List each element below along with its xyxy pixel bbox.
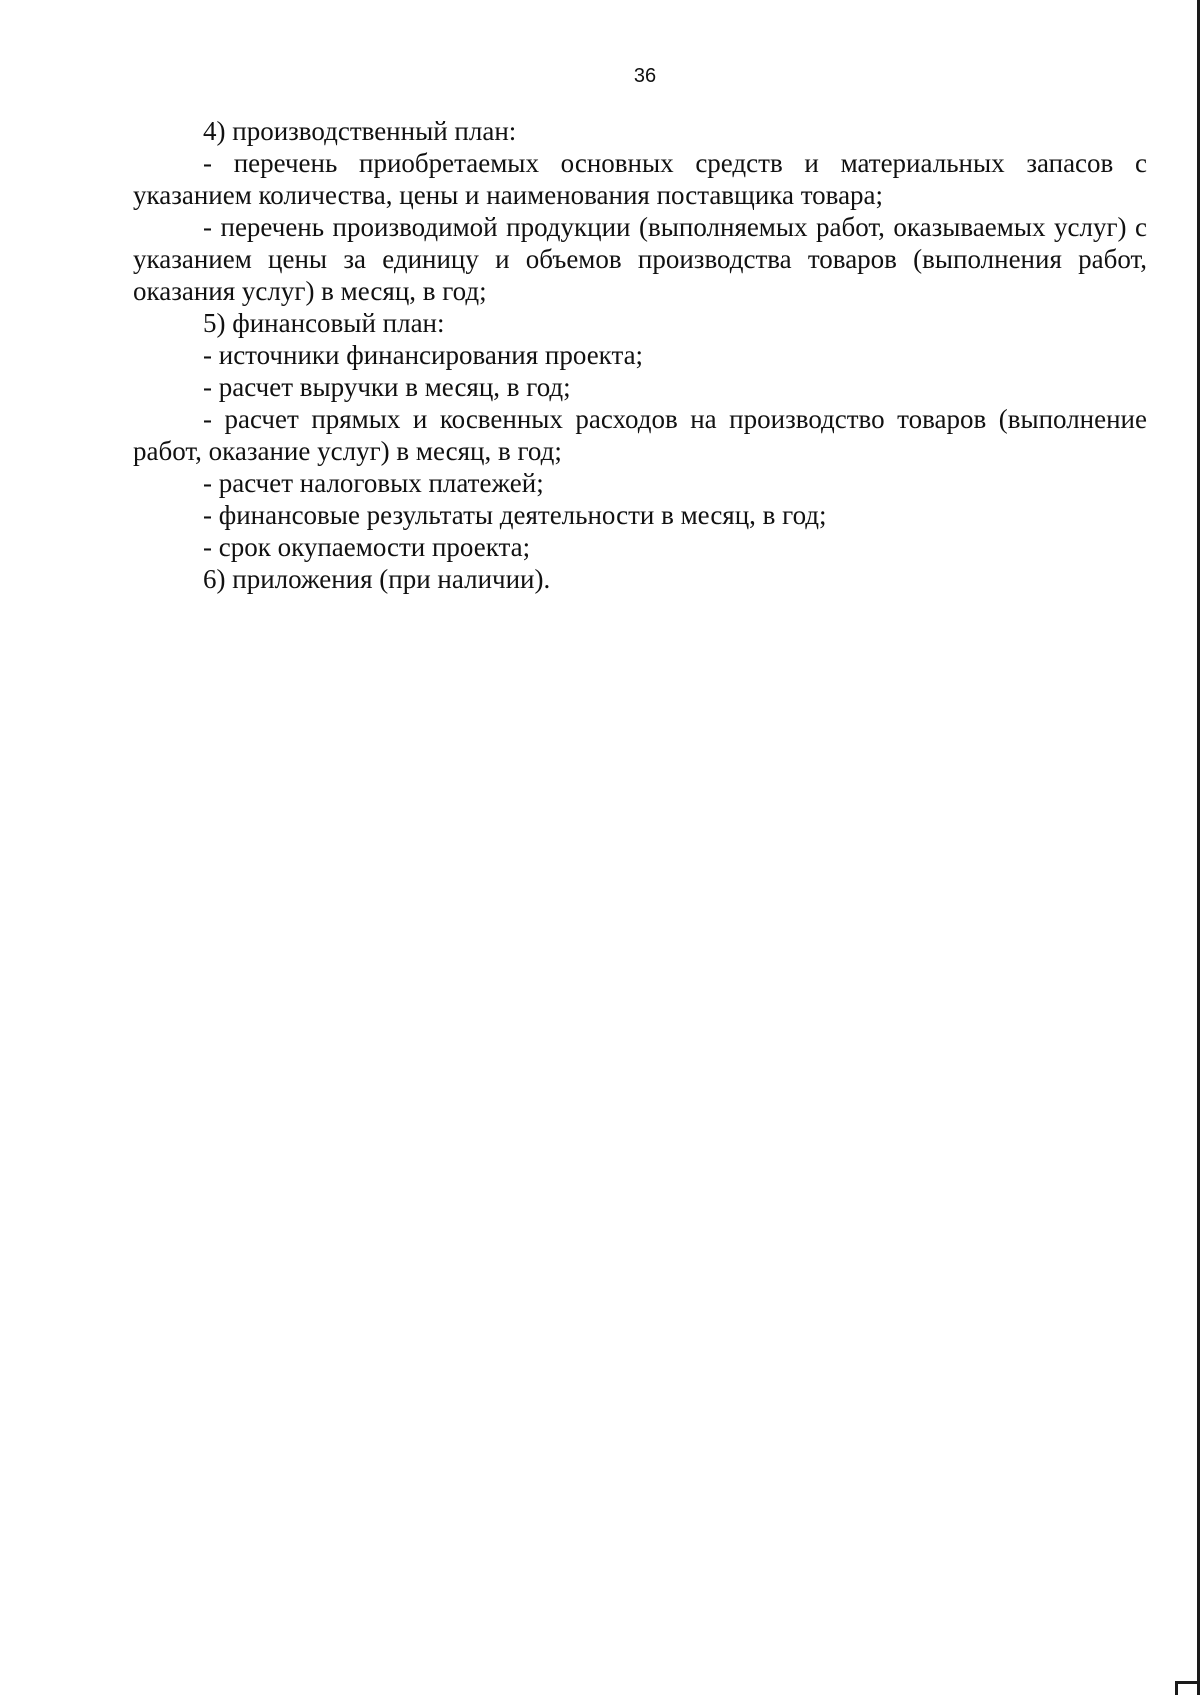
paragraph: 4) производственный план:	[203, 116, 517, 146]
paragraph: - расчет налоговых платежей;	[203, 468, 544, 498]
paragraph: - источники финансирования проекта;	[203, 340, 644, 370]
paragraph: - финансовые результаты деятельности в месяц, в год;	[203, 500, 827, 530]
paragraph: 6) приложения (при наличии).	[203, 564, 551, 594]
paragraph: - перечень приобретаемых основных средств и материальных запасов с указанием количества, цены и наименования поставщика товара;	[133, 148, 1147, 210]
paragraph: 5) финансовый план:	[203, 308, 445, 338]
paragraph: - срок окупаемости проекта;	[203, 532, 531, 562]
document-body	[133, 115, 1147, 595]
scan-corner-mark	[1175, 1681, 1197, 1695]
paragraph: - расчет прямых и косвенных расходов на производство товаров (выполнение работ, оказание услуг) в месяц, в год;	[133, 404, 1147, 466]
page-number: 36	[633, 65, 657, 87]
paragraph: - перечень производимой продукции (выполняемых работ, оказываемых услуг) с указанием цены за единицу и объемов производства товаров (выполнения работ, оказания услуг) в месяц, в год;	[133, 212, 1147, 306]
paragraph: - расчет выручки в месяц, в год;	[203, 372, 571, 402]
